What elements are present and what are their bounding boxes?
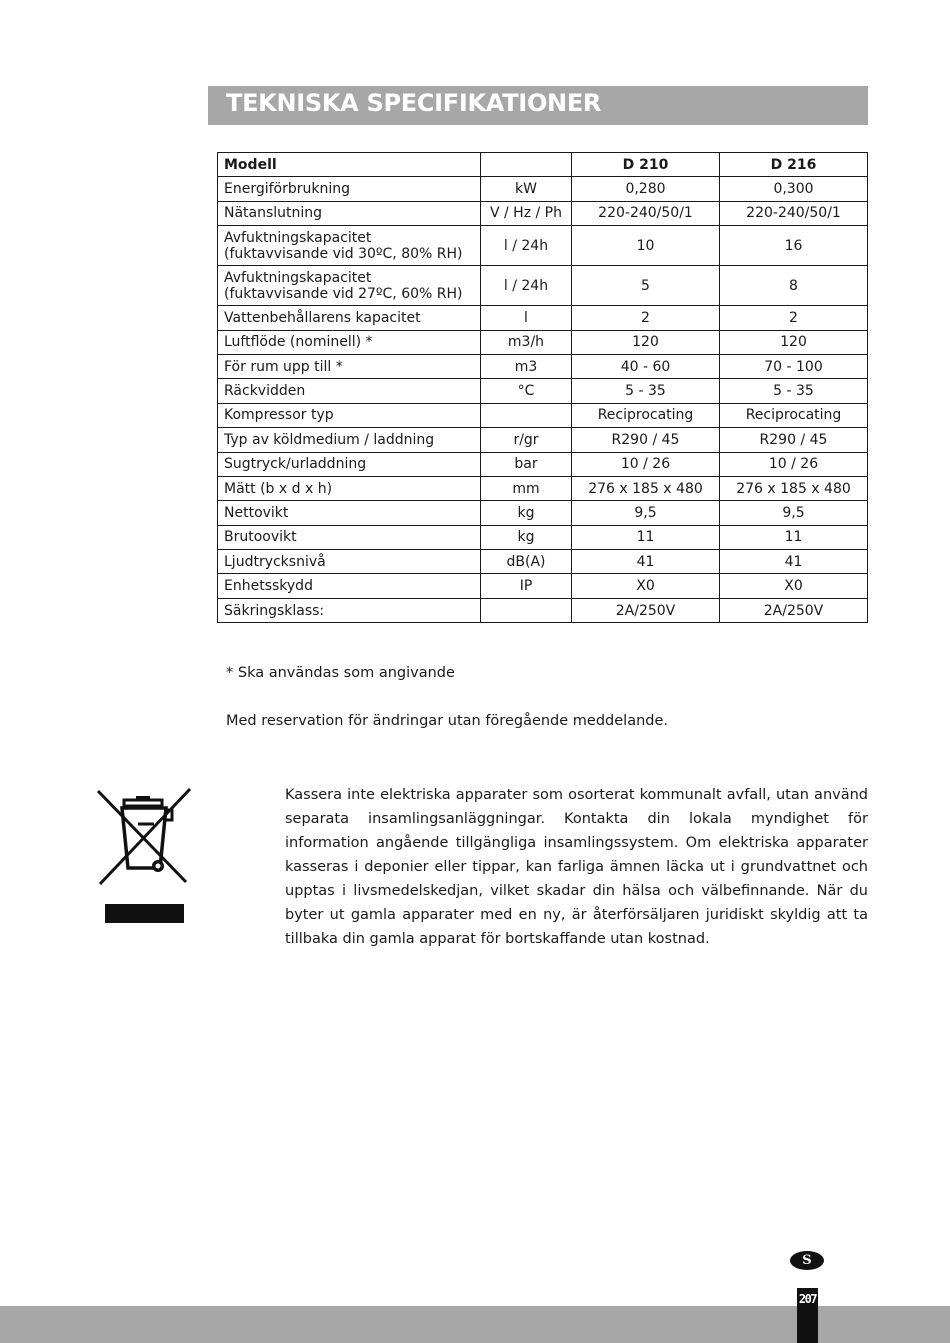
table-row xyxy=(218,330,868,354)
value-cell: X0 xyxy=(572,574,720,598)
unit-cell: l xyxy=(481,306,572,330)
value-cell: 220-240/50/1 xyxy=(720,201,868,225)
unit-cell: dB(A) xyxy=(481,550,572,574)
value-cell: 70 - 100 xyxy=(720,354,868,378)
value-cell: 40 - 60 xyxy=(572,354,720,378)
value-cell: 9,5 xyxy=(572,501,720,525)
language-badge: S xyxy=(790,1251,824,1270)
value-cell: 220-240/50/1 xyxy=(572,201,720,225)
unit-cell: m3/h xyxy=(481,330,572,354)
value-cell: 5 - 35 xyxy=(572,379,720,403)
table-row xyxy=(218,201,868,225)
spec-label-cell: Enhetsskydd xyxy=(218,574,481,598)
section-title-bar xyxy=(208,86,868,125)
header-cell: D 216 xyxy=(720,153,868,177)
table-row xyxy=(218,177,868,201)
table-row xyxy=(218,354,868,378)
value-cell: 276 x 185 x 480 xyxy=(572,476,720,500)
unit-cell xyxy=(481,598,572,622)
value-cell: 5 xyxy=(572,266,720,306)
table-row xyxy=(218,501,868,525)
spec-label-cell: Avfuktningskapacitet (fuktavvisande vid 30ºC, 80% RH) xyxy=(218,226,481,266)
unit-cell: kW xyxy=(481,177,572,201)
value-cell: 16 xyxy=(720,226,868,266)
table-row xyxy=(218,403,868,427)
unit-cell: kg xyxy=(481,525,572,549)
table-row xyxy=(218,452,868,476)
unit-cell xyxy=(481,403,572,427)
table-row xyxy=(218,574,868,598)
value-cell: 9,5 xyxy=(720,501,868,525)
unit-cell: r/gr xyxy=(481,428,572,452)
value-cell: Reciprocating xyxy=(720,403,868,427)
reservation-note: Med reservation för ändringar utan föregående meddelande. xyxy=(226,713,669,729)
value-cell: 41 xyxy=(720,550,868,574)
table-header-row xyxy=(218,153,868,177)
table-row xyxy=(218,266,868,306)
spec-label-cell: Sugtryck/urladdning xyxy=(218,452,481,476)
value-cell: 2A/250V xyxy=(572,598,720,622)
value-cell: 10 / 26 xyxy=(720,452,868,476)
value-cell: 0,280 xyxy=(572,177,720,201)
unit-cell: kg xyxy=(481,501,572,525)
spec-label-cell: Typ av köldmedium / laddning xyxy=(218,428,481,452)
spec-label-cell: Brutoovikt xyxy=(218,525,481,549)
value-cell: 11 xyxy=(572,525,720,549)
value-cell: 276 x 185 x 480 xyxy=(720,476,868,500)
section-title: TEKNISKA SPECIFIKATIONER xyxy=(226,89,602,117)
spec-label-cell: Vattenbehållarens kapacitet xyxy=(218,306,481,330)
spec-label-cell: Energiförbrukning xyxy=(218,177,481,201)
spec-label-cell: Nätanslutning xyxy=(218,201,481,225)
unit-cell: mm xyxy=(481,476,572,500)
table-row xyxy=(218,476,868,500)
spec-label-cell: Luftflöde (nominell) * xyxy=(218,330,481,354)
unit-cell: °C xyxy=(481,379,572,403)
table-row xyxy=(218,306,868,330)
value-cell: 120 xyxy=(572,330,720,354)
value-cell: 10 xyxy=(572,226,720,266)
unit-cell: V / Hz / Ph xyxy=(481,201,572,225)
table-row xyxy=(218,550,868,574)
spec-label-cell: Mätt (b x d x h) xyxy=(218,476,481,500)
unit-cell: m3 xyxy=(481,354,572,378)
value-cell: R290 / 45 xyxy=(720,428,868,452)
table-row xyxy=(218,226,868,266)
unit-cell: IP xyxy=(481,574,572,598)
value-cell: 2 xyxy=(572,306,720,330)
value-cell: 2A/250V xyxy=(720,598,868,622)
specifications-table xyxy=(217,152,868,623)
disposal-instructions: Kassera inte elektriska apparater som osorterat kommunalt avfall, utan använd separata insamlingsanläggningar. Kontakta din lokala myndighet för information angående tillgängliga insamlingssystem. Om elektriska apparater kasseras i deponier eller tippar, kan farliga ämnen läcka ut i grundvattnet och upptas i livsmedelskedjan, vilket skadar din hälsa och välbefinnande. När du byter ut gamla apparater med en ny, är återförsäljaren juridiskt skyldig att ta tillbaka din gamla apparat för bortskaffande utan kostnad. xyxy=(285,787,868,947)
value-cell: 11 xyxy=(720,525,868,549)
value-cell: 8 xyxy=(720,266,868,306)
spec-label-cell: Ljudtrycksnivå xyxy=(218,550,481,574)
page-number: 207 xyxy=(798,1292,817,1306)
table-row xyxy=(218,525,868,549)
table-row xyxy=(218,598,868,622)
crossed-out-wheelie-bin-icon xyxy=(94,786,194,926)
value-cell: 10 / 26 xyxy=(572,452,720,476)
value-cell: 5 - 35 xyxy=(720,379,868,403)
unit-cell: l / 24h xyxy=(481,226,572,266)
unit-cell: bar xyxy=(481,452,572,476)
table-row xyxy=(218,379,868,403)
spec-label-cell: Avfuktningskapacitet (fuktavvisande vid 27ºC, 60% RH) xyxy=(218,266,481,306)
value-cell: X0 xyxy=(720,574,868,598)
spec-label-cell: Säkringsklass: xyxy=(218,598,481,622)
value-cell: 41 xyxy=(572,550,720,574)
value-cell: 2 xyxy=(720,306,868,330)
spec-label-cell: Kompressor typ xyxy=(218,403,481,427)
value-cell: 120 xyxy=(720,330,868,354)
header-cell xyxy=(481,153,572,177)
value-cell: 0,300 xyxy=(720,177,868,201)
unit-cell: l / 24h xyxy=(481,266,572,306)
spec-label-cell: För rum upp till * xyxy=(218,354,481,378)
value-cell: R290 / 45 xyxy=(572,428,720,452)
spec-label-cell: Nettovikt xyxy=(218,501,481,525)
spec-label-cell: Räckvidden xyxy=(218,379,481,403)
header-cell: Modell xyxy=(218,153,481,177)
table-row xyxy=(218,428,868,452)
footnote: * Ska användas som angivande xyxy=(226,665,455,681)
value-cell: Reciprocating xyxy=(572,403,720,427)
header-cell: D 210 xyxy=(572,153,720,177)
